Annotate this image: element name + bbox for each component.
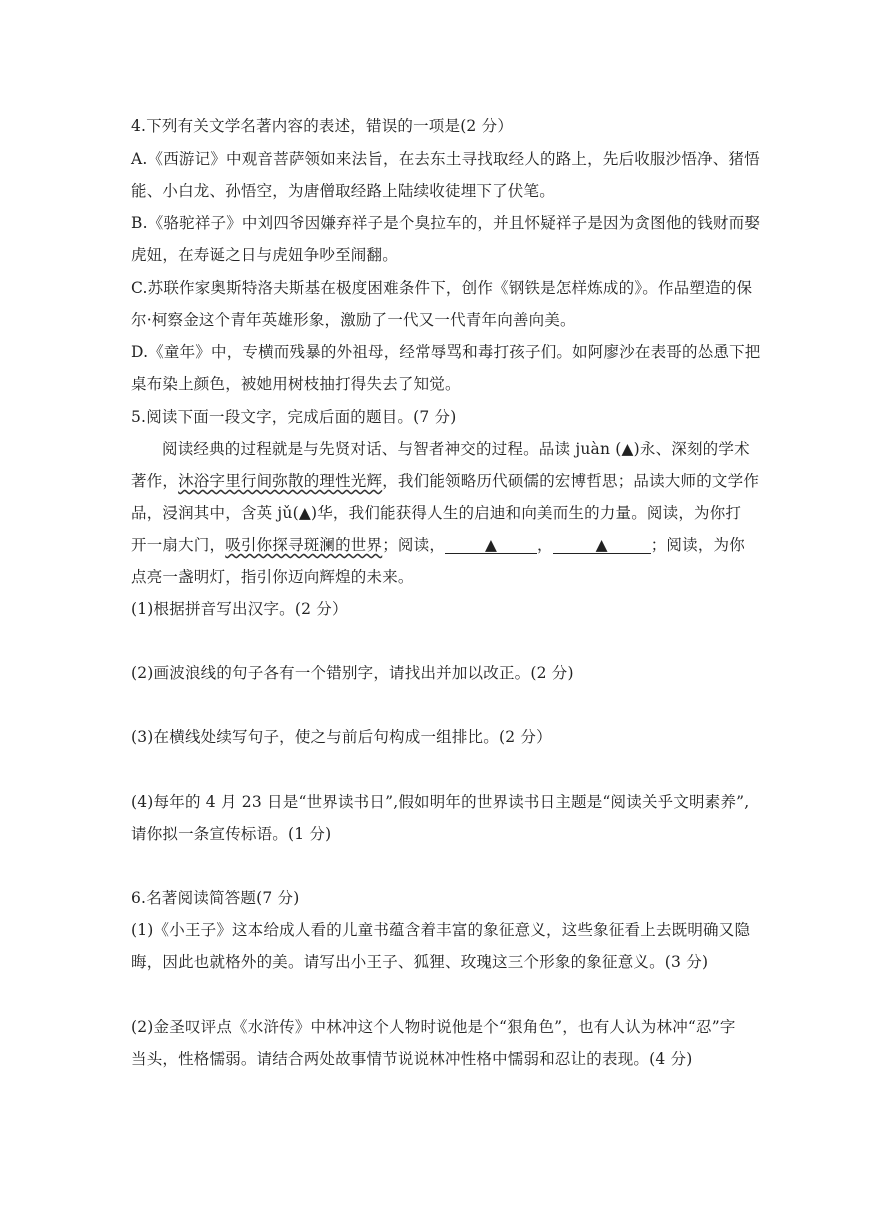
- q4-option-b-line2: 虎妞，在寿诞之日与虎妞争吵至闹翻。: [131, 246, 398, 264]
- q4-option-a-line1: A.《西游记》中观音菩萨领如来法旨，在去东土寻找取经人的路上，先后收服沙悟净、猪悟: [131, 150, 760, 168]
- q4-option-c-line1: C.苏联作家奥斯特洛夫斯基在极度困难条件下，创作《钢铁是怎样炼成的》。作品塑造的保: [131, 279, 753, 297]
- fill-blank-2[interactable]: ▲: [553, 537, 651, 554]
- q5-subquestion-1: (1)根据拼音写出汉字。(2 分）: [131, 600, 348, 618]
- q4-option-c-line2: 尔·柯察金这个青年英雄形象，激励了一代又一代青年向善向美。: [131, 311, 576, 329]
- q5-stem: 5.阅读下面一段文字，完成后面的题目。(7 分): [131, 408, 457, 426]
- q5-subquestion-4-line2: 请你拟一条宣传标语。(1 分): [131, 825, 332, 843]
- q5-passage-line1: 阅读经典的过程就是与先贤对话、与智者神交的过程。品读 juàn (▲)永、深刻的学术: [162, 440, 750, 458]
- q4-option-a-line2: 能、小白龙、孙悟空，为唐僧取经路上陆续收徒埋下了伏笔。: [131, 182, 555, 200]
- wavy-underlined-sentence-2: 吸引你探寻斑澜的世界: [225, 536, 383, 554]
- passage-text: ；阅读，: [382, 536, 446, 554]
- q6-subquestion-1-line2: 晦，因此也就格外的美。请写出小王子、狐狸、玫瑰这三个形象的象征意义。(3 分): [131, 953, 709, 971]
- q5-passage-line3: 品，浸润其中，含英 jǔ(▲)华，我们能获得人生的启迪和向美而生的力量。阅读，为你打: [131, 504, 742, 522]
- passage-text: ；阅读，为你: [650, 536, 745, 554]
- q6-subquestion-2-line1: (2)金圣叹评点《水浒传》中林冲这个人物时说他是个“狠角色”，也有人认为林冲“忍”字: [131, 1018, 736, 1036]
- passage-text: 著作，: [131, 472, 179, 490]
- q5-passage-line5: 点亮一盏明灯，指引你迈向辉煌的未来。: [131, 568, 414, 586]
- q6-stem: 6.名著阅读简答题(7 分): [131, 889, 300, 907]
- passage-text: ，我们能领略历代硕儒的宏博哲思；品读大师的文学作: [382, 472, 760, 490]
- q4-option-b-line1: B.《骆驼祥子》中刘四爷因嫌弃祥子是个臭拉车的，并且怀疑祥子是因为贪图他的钱财而娶: [131, 214, 761, 232]
- q6-subquestion-2-line2: 当头，性格懦弱。请结合两处故事情节说说林冲性格中懦弱和忍让的表现。(4 分): [131, 1050, 693, 1068]
- q4-option-d-line2: 桌布染上颜色，被她用树枝抽打得失去了知觉。: [131, 375, 461, 393]
- q5-subquestion-2: (2)画波浪线的句子各有一个错别字，请找出并加以改正。(2 分): [131, 664, 574, 682]
- q5-subquestion-4-line1: (4)每年的 4 月 23 日是“世界读书日”,假如明年的世界读书日主题是“阅读关乎文明素养”,: [131, 793, 750, 811]
- q4-stem: 4.下列有关文学名著内容的表述，错误的一项是(2 分）: [131, 117, 514, 135]
- q5-subquestion-3: (3)在横线处续写句子，使之与前后句构成一组排比。(2 分）: [131, 728, 552, 746]
- q5-passage-line4: [131, 535, 743, 555]
- q5-passage-line2: [131, 471, 760, 491]
- q6-subquestion-1-line1: (1)《小王子》这本给成人看的儿童书蕴含着丰富的象征意义，这些象征看上去既明确又隐: [131, 921, 751, 939]
- q4-option-d-line1: D.《童年》中，专横而残暴的外祖母，经常辱骂和毒打孩子们。如阿廖沙在表哥的怂恿下把: [131, 343, 761, 361]
- wavy-underlined-sentence-1: 沐浴字里行间弥散的理性光辉: [178, 472, 383, 490]
- fill-blank-1[interactable]: ▲: [445, 537, 537, 554]
- passage-text: 开一扇大门，: [131, 536, 226, 554]
- passage-text: ，: [537, 536, 553, 554]
